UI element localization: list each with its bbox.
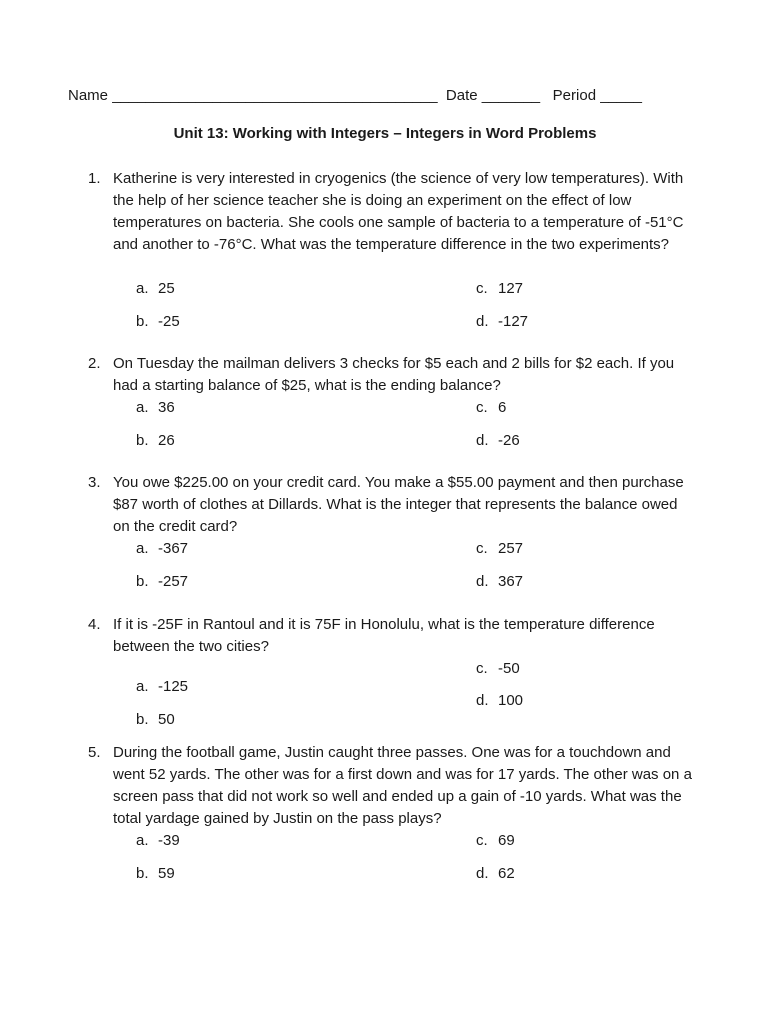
option-value: -125 bbox=[158, 678, 189, 695]
option-value: 50 bbox=[158, 711, 175, 728]
option-value: 69 bbox=[498, 832, 515, 849]
question-text: On Tuesday the mailman delivers 3 checks for $5 each and 2 bills for $2 each. If you had a starting balance of $25, what is the ending balance? bbox=[113, 355, 675, 394]
option-4c bbox=[476, 658, 520, 680]
option-3b bbox=[136, 571, 188, 593]
option-letter: b. bbox=[136, 711, 149, 728]
option-letter: b. bbox=[136, 313, 149, 330]
option-letter: d. bbox=[476, 865, 489, 882]
option-5c bbox=[476, 830, 515, 852]
period-blank: _____ bbox=[600, 87, 642, 104]
option-value: 59 bbox=[158, 865, 175, 882]
option-2b bbox=[136, 430, 175, 452]
option-letter: d. bbox=[476, 692, 489, 709]
option-3a bbox=[136, 538, 188, 560]
worksheet-title: Unit 13: Working with Integers – Integers in Word Problems bbox=[173, 125, 597, 142]
option-1c bbox=[476, 278, 523, 300]
option-2c bbox=[476, 397, 506, 419]
option-1a bbox=[136, 278, 175, 300]
option-letter: a. bbox=[136, 678, 149, 695]
question-3 bbox=[88, 472, 698, 538]
option-letter: a. bbox=[136, 280, 149, 297]
option-value: -257 bbox=[158, 573, 189, 590]
option-value: -25 bbox=[158, 313, 180, 330]
option-letter: d. bbox=[476, 573, 489, 590]
option-letter: c. bbox=[476, 832, 488, 849]
option-value: 367 bbox=[498, 573, 524, 590]
question-5 bbox=[88, 742, 698, 830]
option-value: -39 bbox=[158, 832, 180, 849]
question-number: 3. bbox=[88, 474, 101, 491]
option-3c bbox=[476, 538, 523, 560]
question-number: 4. bbox=[88, 616, 101, 633]
question-number: 5. bbox=[88, 744, 101, 761]
option-letter: c. bbox=[476, 660, 488, 677]
option-value: -127 bbox=[498, 313, 529, 330]
option-1d bbox=[476, 311, 528, 333]
option-4d bbox=[476, 690, 523, 712]
question-text: During the football game, Justin caught three passes. One was for a touchdown and went 52 yards. The other was for a first down and was for 17 yards. The other was on a screen pass that did not work so well and ended up a gain of -10 yards. What was the total yardage gained by Justin on the pass plays? bbox=[113, 744, 692, 827]
option-value: -367 bbox=[158, 540, 189, 557]
option-letter: c. bbox=[476, 399, 488, 416]
option-letter: b. bbox=[136, 865, 149, 882]
option-value: 62 bbox=[498, 865, 515, 882]
option-4b bbox=[136, 709, 175, 731]
option-3d bbox=[476, 571, 523, 593]
option-letter: a. bbox=[136, 399, 149, 416]
option-letter: c. bbox=[476, 540, 488, 557]
question-text: Katherine is very interested in cryogenics (the science of very low temperatures). With the help of her science teacher she is doing an experiment on the effect of low temperatures on bacteria. She cools one sample of bacteria to a temperature of -51°C and another to -76°C. What was the temperature difference in the two experiments? bbox=[113, 170, 684, 253]
question-text: If it is -25F in Rantoul and it is 75F in Honolulu, what is the temperature difference between the two cities? bbox=[113, 616, 655, 655]
option-4a bbox=[136, 676, 188, 698]
option-5a bbox=[136, 830, 180, 852]
option-value: 257 bbox=[498, 540, 524, 557]
option-value: -50 bbox=[498, 660, 520, 677]
option-value: -26 bbox=[498, 432, 520, 449]
option-2a bbox=[136, 397, 175, 419]
option-1b bbox=[136, 311, 180, 333]
option-letter: b. bbox=[136, 432, 149, 449]
date-label: Date bbox=[445, 87, 478, 104]
option-value: 100 bbox=[498, 692, 524, 709]
option-value: 26 bbox=[158, 432, 175, 449]
question-1 bbox=[88, 168, 698, 256]
option-2d bbox=[476, 430, 520, 452]
option-value: 6 bbox=[498, 399, 507, 416]
name-blank: _______________________________________ bbox=[112, 87, 438, 104]
option-letter: c. bbox=[476, 280, 488, 297]
option-letter: d. bbox=[476, 313, 489, 330]
question-number: 1. bbox=[88, 170, 101, 187]
option-value: 36 bbox=[158, 399, 175, 416]
option-5d bbox=[476, 863, 515, 885]
option-5b bbox=[136, 863, 175, 885]
option-letter: a. bbox=[136, 540, 149, 557]
option-letter: d. bbox=[476, 432, 489, 449]
option-letter: a. bbox=[136, 832, 149, 849]
option-letter: b. bbox=[136, 573, 149, 590]
question-text: You owe $225.00 on your credit card. You make a $55.00 payment and then purchase $87 worth of clothes at Dillards. What is the integer that represents the balance owed on the credit card? bbox=[113, 474, 684, 535]
period-label: Period bbox=[552, 87, 597, 104]
option-value: 25 bbox=[158, 280, 175, 297]
question-4 bbox=[88, 614, 698, 658]
option-value: 127 bbox=[498, 280, 524, 297]
name-label: Name bbox=[68, 87, 109, 104]
question-number: 2. bbox=[88, 355, 101, 372]
question-2 bbox=[88, 353, 698, 397]
date-blank: _______ bbox=[481, 87, 541, 104]
student-info-line bbox=[68, 85, 708, 107]
